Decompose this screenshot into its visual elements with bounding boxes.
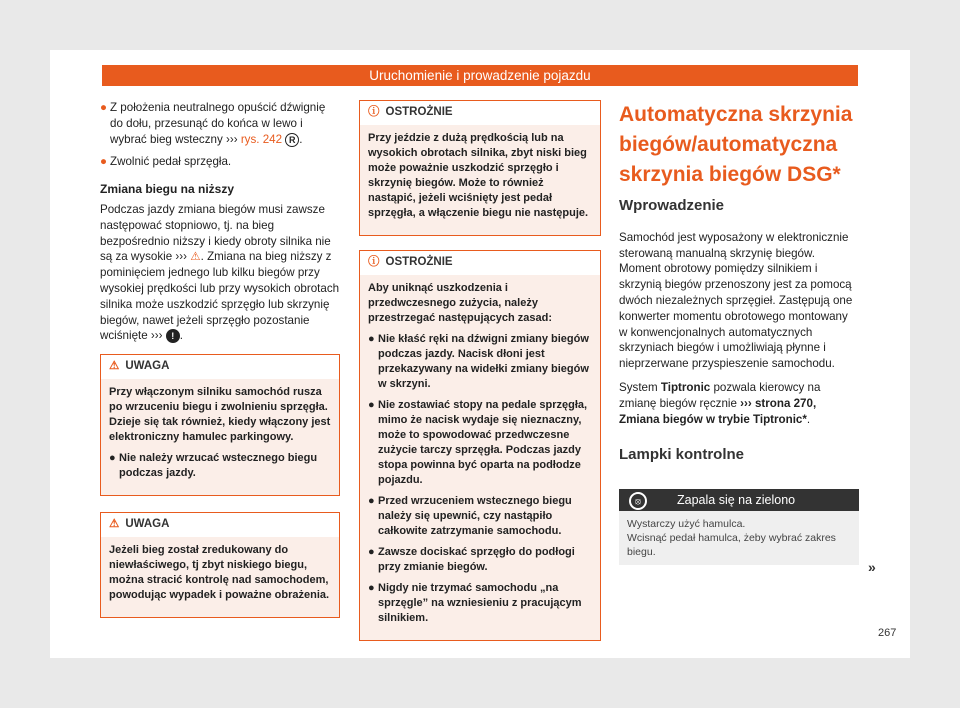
subheading: Zmiana biegu na niższy [100,182,235,197]
list-item: ● Przed wrzuceniem wstecznego biegu należy się upewnić, czy nastąpiło całkowite zatrzymanie samochodu. [368,494,572,537]
manual-page [50,50,910,658]
list-item: ● Zawsze dociskać sprzęgło do podłogi przy zmianie biegów. [368,545,575,573]
page-header: Uruchomienie i prowadzenie pojazdu [102,65,858,86]
subsection-title: Lampki kontrolne [619,446,745,464]
list-item: ● Z położenia neutralnego opuścić dźwignię do dołu, przesunąć do końca w lewo i wybrać bieg wsteczny ››› rys. 242 R . [100,101,326,146]
list-item: ● Zwolnić pedał sprzęgła. [100,155,232,169]
indicator-lamp-header: ⦻ Zapala się na zielono [619,489,859,511]
info-circle-icon: ⓘ [368,255,380,268]
paragraph: Podczas jazdy zmiana biegów musi zawsze następować stopniowo, tj. na bieg bezpośrednio niższy i kiedy obroty silnika nie są za wysokie ››› ⚠. Zmiana na bieg niższy z pominięciem jednego lub kilku biegów przy wysokiej prędkości lub przy wysokich obrotach silnika może uszkodzić sprzęgło lub skrzynię biegów, nawet jeżeli sprzęgło pozostanie wciśnięte ››› ! . [100,202,340,343]
column-right [619,100,859,565]
continue-arrow-icon: » [868,559,876,575]
bullet-icon: ● [368,545,375,558]
brake-pedal-indicator-icon: ⦻ [629,492,647,510]
bullet-icon: ● [368,332,375,345]
warning-triangle-icon: ⚠ [109,360,120,373]
bullet-icon: ● [368,581,375,594]
reverse-gear-icon: R [285,133,299,147]
warning-box: ⚠ UWAGA Przy włączonym silniku samochód rusza po wrzuceniu biegu i zwolnieniu sprzęgła. Dzieje się tak również, kiedy włączony jest elektroniczny hamulec parkingowy. ● Nie należy wrzucać wstecznego biegu podczas jazdy. [100,354,340,496]
warning-box: ⚠ UWAGA Jeżeli bieg został zredukowany do niewłaściwego, tj zbyt niskiego biegu, można stracić kontrolę nad samochodem, powodując wypadek i poważne obrażenia. [100,512,340,618]
section-title: Automatyczna skrzynia biegów/automatyczna skrzynia biegów DSG* [619,103,853,186]
bullet-icon: ● [368,494,375,507]
paragraph: Samochód jest wyposażony w elektronicznie sterowaną manualną skrzynię biegów. Moment obrotowy pomiędzy silnikiem i skrzynią biegów przenoszony jest za pomocą dwóch niezależnych sprzęgieł. Zastępują one konwerter momentu obrotowego montowany w konwencjonalnych automatycznych skrzyniach biegów i umożliwiają płynne i nieprzerwane przyspieszenie samochodu. [619,230,853,371]
caution-box: ⓘ OSTROŻNIE Aby uniknąć uszkodzenia i przedwczesnego zużycia, należy przestrzegać następujących zasad: ● Nie kłaść ręki na dźwigni zmiany biegów podczas jazdy. Nacisk dłoni jest przekazywany na widełki zmiany biegów w skrzyni. ● Nie zostawiać stopy na pedale sprzęgła, mimo że nacisk wydaje się nieznaczny, może to spowodować przedwczesne zużycie tarczy sprzęgła. Podczas jazdy stopa powinna być oparta na podłodze pojazdu. ● Przed wrzuceniem wstecznego biegu należy się upewnić, czy nastąpiło całkowite zatrzymanie samochodu. ● Zawsze dociskać sprzęgło do podłogi przy zmianie biegów. ● Nigdy nie trzymać samochodu „na sprzęgle” na wzniesieniu z pracującym silnikiem. [359,250,601,641]
paragraph: System Tiptronic pozwala kierowcy na zmianę biegów ręcznie ››› strona 270, Zmiana biegów w trybie Tiptronic*. [619,380,821,426]
list-item: ● Nie kłaść ręki na dźwigni zmiany biegów podczas jazdy. Nacisk dłoni jest przekazywany na widełki zmiany biegów w skrzyni. [368,332,589,390]
bullet-icon: ● [100,101,108,114]
subsection-title: Wprowadzenie [619,197,725,214]
column-middle [359,100,601,641]
page-number: 267 [878,627,897,639]
caution-box: ⓘ OSTROŻNIE Przy jeździe z dużą prędkością lub na wysokich obrotach silnika, zbyt niski bieg może poważnie uszkodzić sprzęgło i skrzynię biegów. Może to również nastąpić, jeżeli wciśnięty jest pedał sprzęgła, a włączenie biegu nie następuje. [359,100,601,236]
page-link[interactable]: ››› strona 270, Zmiana biegów w trybie Tiptronic* [619,396,817,426]
column-left [100,100,340,618]
list-item: ● Nigdy nie trzymać samochodu „na sprzęgle” na wzniesieniu z pracującym silnikiem. [368,581,582,624]
bullet-icon: ● [109,451,116,464]
indicator-lamp-description: Wystarczy użyć hamulca. Wcisnąć pedał hamulca, żeby wybrać zakres biegu. [619,511,859,565]
bullet-icon: ● [100,155,108,169]
bullet-icon: ● [368,398,375,411]
warning-triangle-icon: ⚠ [190,250,201,264]
figure-link[interactable]: rys. 242 [240,132,283,146]
warning-triangle-icon: ⚠ [109,517,120,530]
caution-icon: ! [166,329,180,343]
info-circle-icon: ⓘ [368,106,380,118]
list-item: ● Nie należy wrzucać wstecznego biegu podczas jazdy. [109,451,318,479]
list-item: ● Nie zostawiać stopy na pedale sprzęgła, mimo że nacisk wydaje się nieznaczny, może to spowodować przedwczesne zużycie tarczy sprzęgła. Podczas jazdy stopa powinna być oparta na podłodze pojazdu. [368,398,588,486]
